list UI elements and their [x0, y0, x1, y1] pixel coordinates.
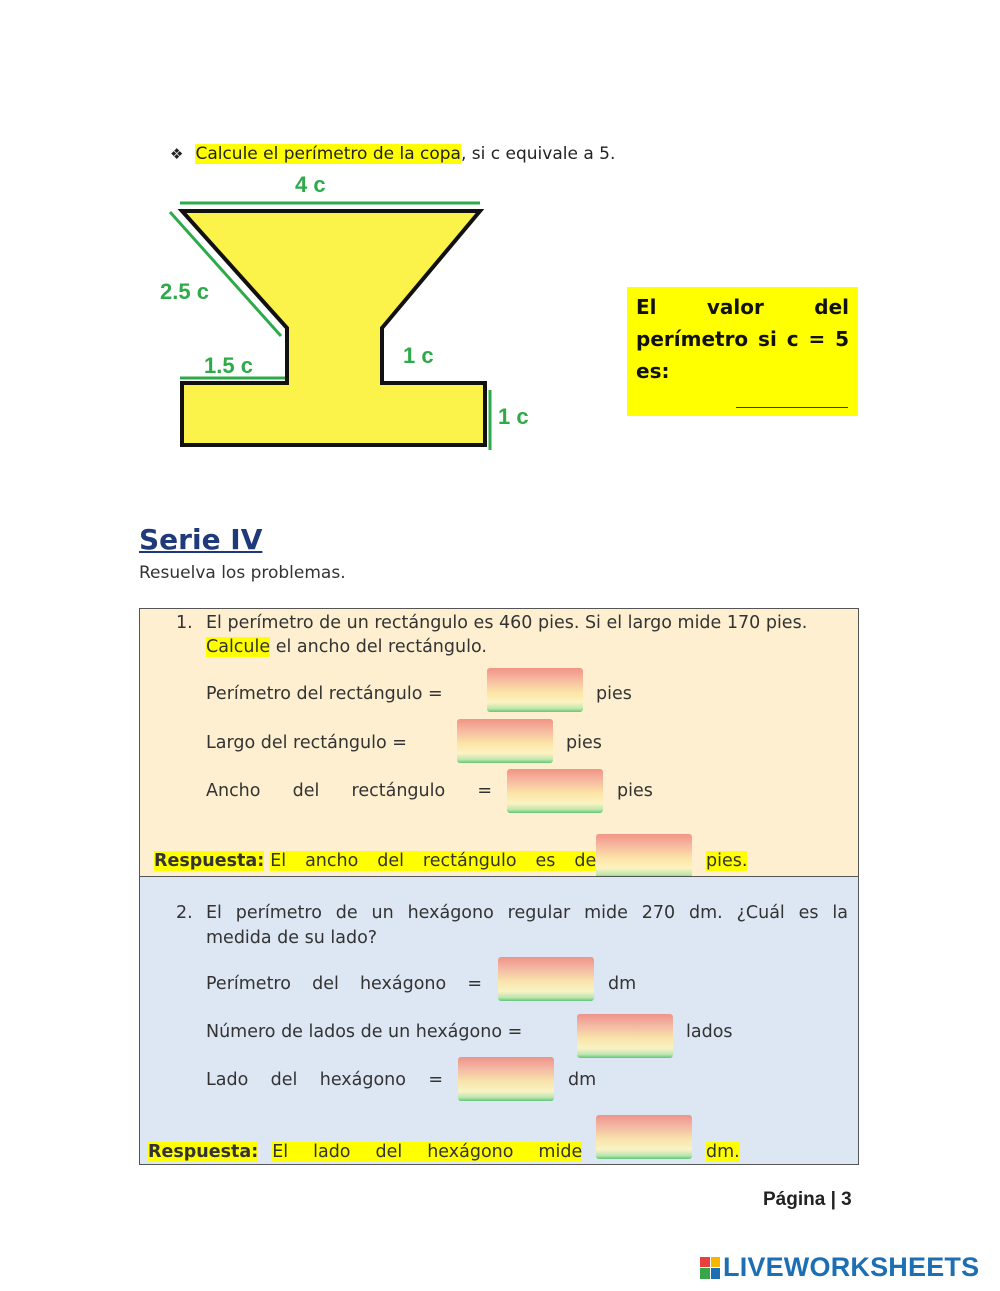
answer-label: Respuesta:: [154, 851, 265, 871]
label-right-step: 1 c: [403, 343, 434, 368]
instruction-line: [170, 144, 615, 164]
section-subtitle: Resuelva los problemas.: [139, 563, 346, 583]
row-label-perimeter: Perímetro del hexágono =: [206, 974, 482, 994]
answer-label: Respuesta:: [148, 1142, 259, 1162]
problem-number: 2.: [176, 903, 193, 923]
perimeter-answer-text: El valor del perímetro si c = 5 es:: [636, 295, 849, 383]
cup-shape: [182, 211, 485, 445]
answer-input-side[interactable]: [458, 1057, 554, 1101]
instruction-rest: , si c equivale a 5.: [460, 144, 616, 164]
answer-line: [154, 851, 596, 871]
perimeter-answer-blank[interactable]: [736, 407, 848, 408]
row-unit-side: dm: [568, 1070, 597, 1090]
statement-highlight: Calcule: [206, 637, 271, 657]
bullet-diamond-icon: ❖: [170, 145, 184, 163]
answer-input-perimeter[interactable]: [498, 957, 594, 1001]
answer-unit: pies.: [706, 851, 748, 871]
problem-statement-line2: medida de su lado?: [206, 928, 378, 948]
label-left-step: 1.5 c: [204, 353, 253, 378]
row-unit-width: pies: [617, 781, 653, 801]
row-label-width: Ancho del rectángulo =: [206, 781, 492, 801]
answer-input-width[interactable]: [507, 769, 603, 813]
row-unit-length: pies: [566, 733, 602, 753]
problem-statement-line1: El perímetro de un hexágono regular mide 270 dm. ¿Cuál es la: [206, 903, 848, 923]
statement-rest: el ancho del rectángulo.: [270, 637, 487, 657]
answer-line: [148, 1142, 582, 1162]
perimeter-answer-box: [627, 287, 858, 416]
section-title: Serie IV: [139, 523, 263, 556]
cup-diagram: [145, 168, 545, 458]
answer-input-length[interactable]: [457, 719, 553, 763]
label-slant: 2.5 c: [160, 279, 209, 304]
instruction-highlight: Calcule el perímetro de la copa: [195, 144, 461, 164]
brand-footer: [700, 1252, 979, 1283]
answer-input-final[interactable]: [596, 834, 692, 878]
row-label-sides: Número de lados de un hexágono =: [206, 1022, 523, 1042]
row-unit-perimeter: dm: [608, 974, 637, 994]
problem-1: [139, 608, 859, 877]
label-top: 4 c: [295, 172, 326, 197]
problem-statement-line1: El perímetro de un rectángulo es 460 pies. Si el largo mide 170 pies.: [206, 613, 808, 633]
row-unit-sides: lados: [686, 1022, 733, 1042]
row-label-perimeter: Perímetro del rectángulo =: [206, 684, 443, 704]
problem-statement-line2: [206, 637, 487, 657]
page-number: Página | 3: [763, 1189, 852, 1210]
label-base-height: 1 c: [498, 404, 529, 429]
row-label-length: Largo del rectángulo =: [206, 733, 407, 753]
answer-input-perimeter[interactable]: [487, 668, 583, 712]
problem-2: [139, 876, 859, 1165]
liveworksheets-logo-icon: [700, 1257, 720, 1279]
cup-figure: [145, 168, 545, 458]
answer-input-sides[interactable]: [577, 1014, 673, 1058]
answer-unit: dm.: [706, 1142, 740, 1162]
problem-number: 1.: [176, 613, 193, 633]
answer-input-final[interactable]: [596, 1115, 692, 1159]
brand-name: LIVEWORKSHEETS: [723, 1252, 980, 1282]
row-label-side: Lado del hexágono =: [206, 1070, 443, 1090]
row-unit-perimeter: pies: [596, 684, 632, 704]
answer-text: El ancho del rectángulo es de: [270, 851, 597, 871]
answer-text: El lado del hexágono mide: [272, 1142, 583, 1162]
